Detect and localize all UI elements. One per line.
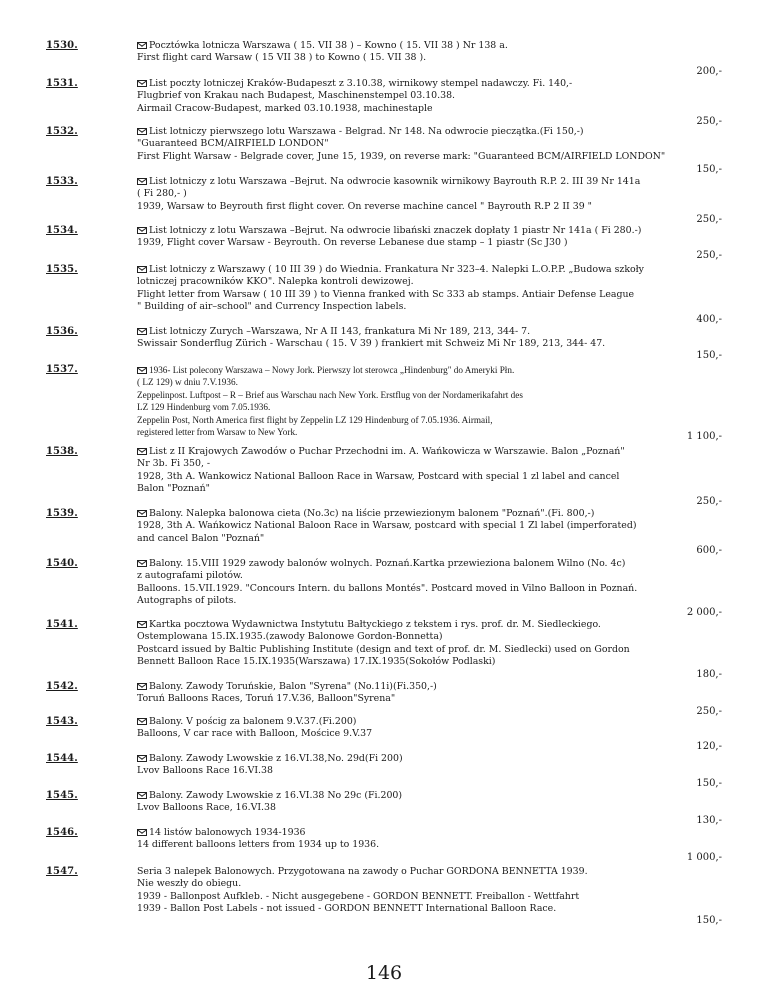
lot-line: 1939, Warsaw to Beyrouth first flight cover. On reverse machine cancel " Bayrouth R.P 2 II 39 " [137, 200, 592, 212]
lot-line: First Flight Warsaw - Belgrade cover, June 15, 1939, on reverse mark: "Guaranteed BCM/AIRFIELD LONDON" [137, 150, 666, 162]
lot-number: 1530. [46, 40, 78, 51]
lot-number: 1534. [46, 225, 78, 236]
envelope-icon [137, 266, 147, 273]
lot-line: Toruń Balloons Races, Toruń 17.V.36, Balloon"Syrena" [137, 693, 396, 705]
envelope-icon [137, 80, 147, 87]
lot-description [137, 753, 677, 778]
lot-number: 1547. [46, 866, 78, 877]
lot-price: 120,- [696, 741, 722, 752]
lot-line: 1928, 3th A. Wankowicz National Balloon Race in Warsaw, Postcard with special 1 zl label and cancel [137, 470, 620, 482]
lot-line: registered letter from Warsaw to New York. [137, 427, 298, 438]
lot-description [137, 716, 677, 741]
lot-description [137, 264, 677, 314]
lot-line: LZ 129 Hindenburg vom 7.05.1936. [137, 402, 271, 413]
lot-number: 1542. [46, 681, 78, 692]
envelope-icon [137, 42, 147, 49]
lot-description [137, 681, 677, 706]
envelope-icon [137, 792, 147, 799]
lot-line: Swissair Sonderflug Zürich - Warschau ( 15. V 39 ) frankiert mit Schweiz Mi Nr 189, 213, 344- 47. [137, 338, 606, 350]
lot-description [137, 446, 677, 496]
lot-line: List lotniczy pierwszego lotu Warszawa - Belgrad. Nr 148. Na odwrocie pieczątka.(Fi 150,-) [137, 126, 677, 138]
lot-line: Balloons, V car race with Balloon, Mościce 9.V.37 [137, 728, 373, 740]
lot-line: Balloons. 15.VII.1929. "Concours Intern. du ballons Montés". Postcard moved in Vilno Balloon in Poznań. [137, 582, 638, 594]
lot-line: List poczty lotniczej Kraków-Budapeszt z 3.10.38, wirnikowy stempel nadawczy. Fi. 140,- [137, 78, 677, 90]
lot-price: 150,- [696, 778, 722, 789]
lot-price: 2 000,- [686, 607, 722, 618]
envelope-icon [137, 755, 147, 762]
lot-line: Balony. Nalepka balonowa cieta (No.3c) na liście przewiezionym balonem "Poznań".(Fi. 800,-) [137, 508, 677, 520]
envelope-icon [137, 367, 147, 374]
envelope-icon [137, 328, 147, 335]
envelope-icon [137, 718, 147, 725]
lot-line: lotniczej pracowników KKO". Nalepka kontroli dewizowej. [137, 276, 414, 288]
lot-description [137, 176, 677, 213]
lot-line: Flight letter from Warsaw ( 10 III 39 ) to Vienna franked with Sc 333 ab stamps. Antiair Defense League [137, 288, 635, 300]
envelope-icon [137, 128, 147, 135]
lot-description [137, 866, 677, 916]
lot-number: 1537. [46, 364, 78, 375]
page-number: 146 [365, 962, 403, 984]
lot-description [137, 558, 677, 608]
lot-description [137, 827, 677, 852]
lot-price: 250,- [696, 214, 722, 225]
lot-number: 1545. [46, 790, 78, 801]
lot-price: 250,- [696, 496, 722, 507]
lot-line: Flugbrief von Krakau nach Budapest, Maschinenstempel 03.10.38. [137, 90, 456, 102]
lot-description [137, 225, 677, 250]
lot-line: Balony. V pościg za balonem 9.V.37.(Fi.200) [137, 716, 677, 728]
lot-number: 1538. [46, 446, 78, 457]
lot-line: Nr 3b. Fi 350, - [137, 458, 211, 470]
lot-line: z autografami pilotów. [137, 570, 243, 582]
lot-number: 1539. [46, 508, 78, 519]
lot-number: 1533. [46, 176, 78, 187]
lot-line: Seria 3 nalepek Balonowych. Przygotowana na zawody o Puchar GORDONA BENNETTA 1939. [137, 866, 588, 877]
lot-number: 1540. [46, 558, 78, 569]
lot-line: 1936- List polecony Warszawa – Nowy Jork. Pierwszy lot sterowca „Hindenburg" do Ameryki Płn. [137, 364, 677, 376]
lot-line: "Guaranteed BCM/AIRFIELD LONDON" [137, 138, 329, 150]
lot-line: List lotniczy Zurych –Warszawa, Nr A II 143, frankatura Mi Nr 189, 213, 344- 7. [137, 326, 677, 338]
lot-number: 1532. [46, 126, 78, 137]
lot-description [137, 790, 677, 815]
lot-price: 250,- [696, 250, 722, 261]
lot-number: 1546. [46, 827, 78, 838]
lot-price: 130,- [696, 815, 722, 826]
lot-line: Zeppelin Post, North America first flight by Zeppelin LZ 129 Hindenburg of 7.05.1936. Airmail, [137, 414, 493, 425]
lot-number: 1541. [46, 619, 78, 630]
lot-description [137, 508, 677, 545]
lot-description [137, 619, 677, 669]
lot-line: " Building of air–school" and Currency Inspection labels. [137, 301, 407, 313]
lot-line: Lvov Balloons Race, 16.VI.38 [137, 802, 276, 814]
lot-price: 1 000,- [686, 852, 722, 863]
envelope-icon [137, 829, 147, 836]
lot-description [137, 78, 677, 115]
lot-price: 200,- [696, 66, 722, 77]
lot-line: First flight card Warsaw ( 15 VII 38 ) to Kowno ( 15. VII 38 ). [137, 52, 427, 64]
envelope-icon [137, 448, 147, 455]
lot-description [137, 364, 677, 438]
lot-line: Balony. Zawody Lwowskie z 16.VI.38,No. 29d(Fi 200) [137, 753, 677, 765]
lot-number: 1536. [46, 326, 78, 337]
lot-line: Balon "Poznań" [137, 483, 210, 495]
lot-price: 600,- [696, 545, 722, 556]
lot-line: Postcard issued by Baltic Publishing Institute (design and text of prof. dr. M. Siedlecki) used on Gordon [137, 643, 630, 655]
lot-line: Kartka pocztowa Wydawnictwa Instytutu Bałtyckiego z tekstem i rys. prof. dr. M. Siedleckiego. [137, 619, 677, 631]
lot-description [137, 40, 677, 65]
lot-line: Lvov Balloons Race 16.VI.38 [137, 765, 273, 777]
envelope-icon [137, 560, 147, 567]
lot-description [137, 126, 677, 163]
lot-line: 1928, 3th A. Wańkowicz National Baloon Race in Warsaw, postcard with special 1 Zl label (imperforated) [137, 520, 637, 532]
lot-line: Balony. 15.VIII 1929 zawody balonów wolnych. Poznań.Kartka przewieziona balonem Wilno (No. 4c) [137, 558, 677, 570]
lot-line: 14 listów balonowych 1934-1936 [137, 827, 677, 839]
lot-line: Airmail Cracow-Budapest, marked 03.10.1938, machinestaple [137, 102, 433, 114]
envelope-icon [137, 178, 147, 185]
lot-price: 250,- [696, 116, 722, 127]
lot-line: Zeppelinpost. Luftpost – R – Brief aus Warschau nach New York. Erstflug von der Nordamerikafahrt des [137, 389, 523, 400]
lot-price: 150,- [696, 350, 722, 361]
lot-price: 400,- [696, 314, 722, 325]
lot-line: 1939 - Ballonpost Aufkleb. - Nicht ausgegebene - GORDON BENNETT. Freiballon - Wettfahrt [137, 890, 580, 902]
lot-line: 1939, Flight cover Warsaw - Beyrouth. On reverse Lebanese due stamp – 1 piastr (Sc J30 ) [137, 237, 568, 249]
lot-line: Ostemplowana 15.IX.1935.(zawody Balonowe Gordon-Bonnetta) [137, 631, 443, 643]
lot-price: 1 100,- [686, 431, 722, 442]
lot-line: 1939 - Ballon Post Labels - not issued - GORDON BENNETT International Balloon Race. [137, 903, 557, 915]
lot-line: 14 different balloons letters from 1934 up to 1936. [137, 839, 380, 851]
envelope-icon [137, 683, 147, 690]
lot-line: List lotniczy z lotu Warszawa –Bejrut. Na odwrocie libański znaczek dopłaty 1 piastr Nr 141a ( Fi 280.-) [137, 225, 677, 237]
lot-price: 150,- [696, 164, 722, 175]
lot-number: 1535. [46, 264, 78, 275]
lot-line: ( Fi 280,- ) [137, 188, 187, 200]
envelope-icon [137, 510, 147, 517]
lot-line: Balony. Zawody Toruńskie, Balon "Syrena" (No.11i)(Fi.350,-) [137, 681, 677, 693]
lot-line: Balony. Zawody Lwowskie z 16.VI.38 No 29c (Fi.200) [137, 790, 677, 802]
lot-line: Autographs of pilots. [137, 595, 237, 607]
envelope-icon [137, 621, 147, 628]
lot-line: ( LZ 129) w dniu 7.V.1936. [137, 377, 238, 388]
lot-price: 150,- [696, 915, 722, 926]
lot-number: 1544. [46, 753, 78, 764]
lot-price: 180,- [696, 669, 722, 680]
lot-number: 1531. [46, 78, 78, 89]
lot-line: List lotniczy z lotu Warszawa –Bejrut. Na odwrocie kasownik wirnikowy Bayrouth R.P. 2. III 39 Nr 141a [137, 176, 677, 188]
lot-line: Pocztówka lotnicza Warszawa ( 15. VII 38 ) – Kowno ( 15. VII 38 ) Nr 138 a. [137, 40, 677, 52]
lot-line: Nie weszły do obiegu. [137, 878, 242, 890]
lot-price: 250,- [696, 706, 722, 717]
envelope-icon [137, 227, 147, 234]
lot-line: Bennett Balloon Race 15.IX.1935(Warszawa) 17.IX.1935(Sokołów Podlaski) [137, 656, 496, 668]
lot-description [137, 326, 677, 351]
lot-line: and cancel Balon "Poznań" [137, 532, 265, 544]
lot-line: List z II Krajowych Zawodów o Puchar Przechodni im. A. Wańkowicza w Warszawie. Balon „Poznań" [137, 446, 677, 458]
lot-number: 1543. [46, 716, 78, 727]
lot-line: List lotniczy z Warszawy ( 10 III 39 ) do Wiednia. Frankatura Nr 323–4. Nalepki L.O.P.P. „Budowa szkoły [137, 264, 677, 276]
